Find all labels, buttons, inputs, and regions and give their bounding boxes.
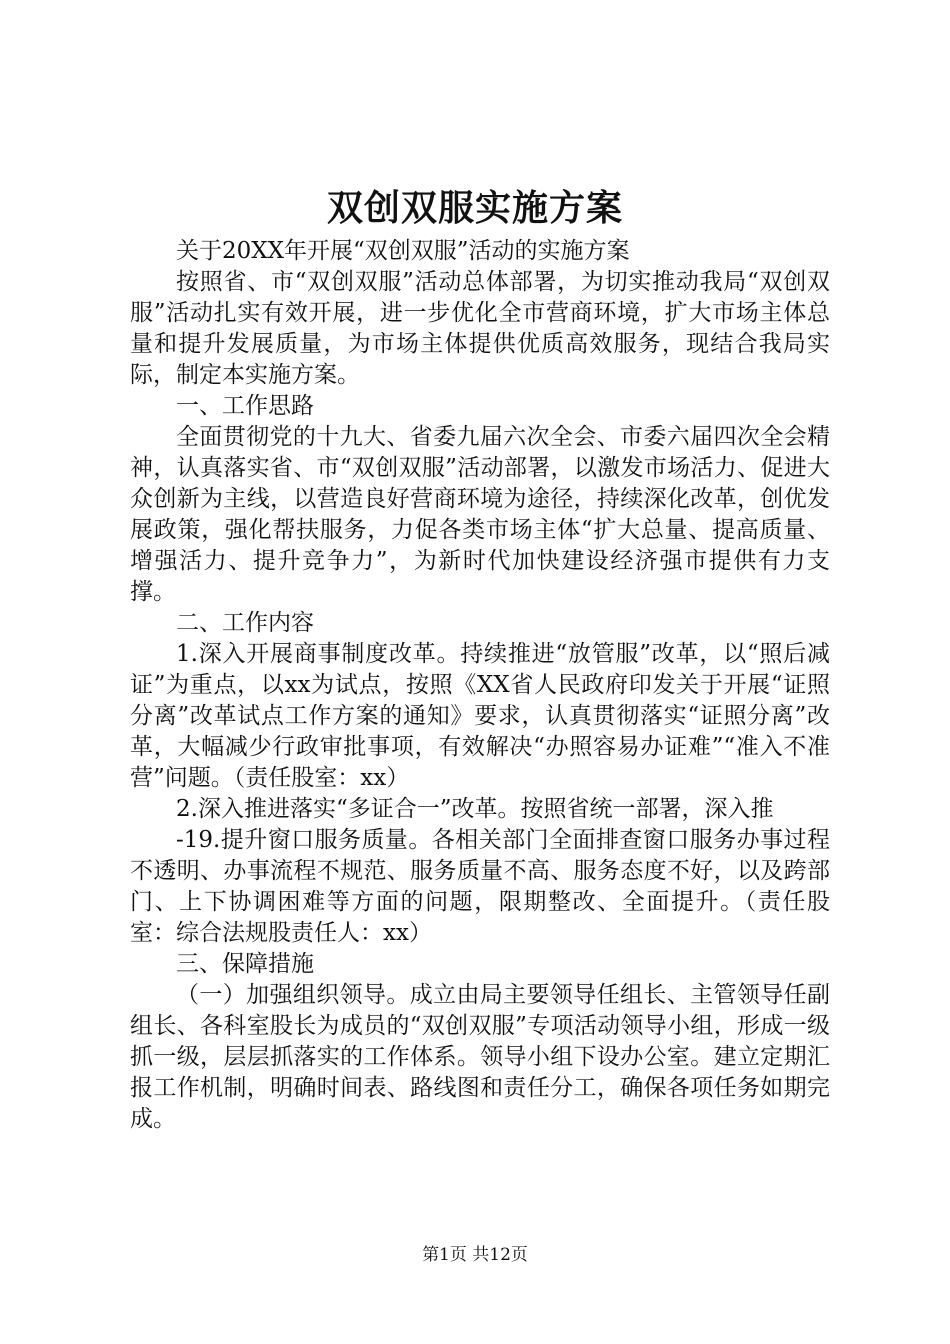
subtitle-paragraph: 关于20XX年开展“双创双服”活动的实施方案 bbox=[176, 238, 630, 264]
intro-paragraph: 按照省、市“双创双服”活动总体部署，为切实推动我局“双创双服”活动扎实有效开展，进一步优化全市营商环境，扩大市场主体总量和提升发展质量，为市场主体提供优质高效服务，现结合我局实际，制定本实施方案。 bbox=[130, 269, 830, 388]
page-number-footer: 第1页 共12页 bbox=[422, 1245, 528, 1265]
section-heading-1: 一、工作思路 bbox=[176, 393, 314, 419]
content-item-19: -19.提升窗口服务质量。各相关部门全面排查窗口服务办事过程不透明、办事流程不规范、服务质量不高、服务态度不好，以及跨部门、上下协调困难等方面的问题，限期整改、全面提升。（责任股室：综合法规股责任人：xx） bbox=[130, 827, 830, 946]
safeguard-item-1: （一）加强组织领导。成立由局主要领导任组长、主管领导任副组长、各科室股长为成员的“双创双服”专项活动领导小组，形成一级抓一级，层层抓落实的工作体系。领导小组下设办公室。建立定期汇报工作机制，明确时间表、路线图和责任分工，确保各项任务如期完成。 bbox=[130, 982, 830, 1132]
content-item-2: 2.深入推进落实“多证合一”改革。按照省统一部署，深入推 bbox=[176, 796, 774, 822]
section-heading-3: 三、保障措施 bbox=[176, 951, 314, 977]
content-item-1: 1.深入开展商事制度改革。持续推进“放管服”改革，以“照后减证”为重点，以xx为试点，按照《XX省人民政府印发关于开展“证照分离”改革试点工作方案的通知》要求，认真贯彻落实“证照分离”改革，大幅减少行政审批事项，有效解决“办照容易办证难”“准入不准营”问题。（责任股室：xx） bbox=[130, 641, 830, 791]
document-title: 双创双服实施方案 bbox=[326, 187, 623, 229]
work-approach-paragraph: 全面贯彻党的十九大、省委九届六次全会、市委六届四次全会精神，认真落实省、市“双创双服”活动部署，以激发市场活力、促进大众创新为主线，以营造良好营商环境为途径，持续深化改革，创优发展政策，强化帮扶服务，力促各类市场主体“扩大总量、提高质量、增强活力、提升竞争力”，为新时代加快建设经济强市提供有力支撑。 bbox=[130, 424, 830, 605]
section-heading-2: 二、工作内容 bbox=[176, 610, 314, 636]
document-body bbox=[130, 236, 830, 1135]
